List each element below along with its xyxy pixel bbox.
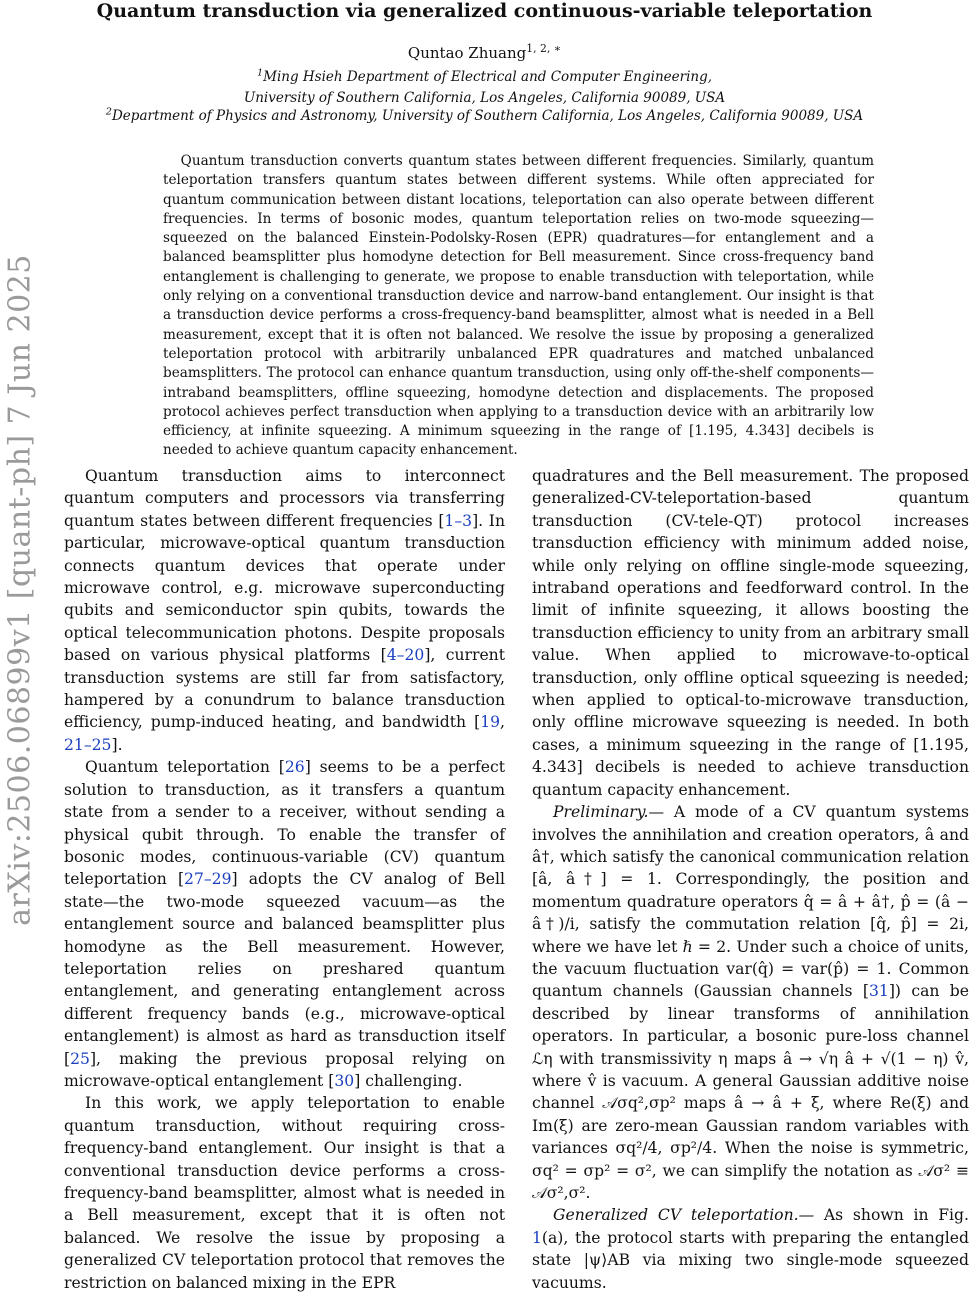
section-heading-preliminary: Preliminary.— <box>553 803 665 822</box>
citation-link[interactable]: 21–25 <box>64 735 112 754</box>
citation-link[interactable]: 30 <box>334 1071 355 1090</box>
affiliation-2-line1: Department of Physics and Astronomy, University of Southern California, Los Angeles, California 90089, USA <box>111 108 864 124</box>
affiliation-1 <box>0 69 969 85</box>
citation-link[interactable]: 31 <box>868 982 889 1001</box>
citation-link[interactable]: 26 <box>284 758 305 777</box>
section-heading-generalized: Generalized CV teleportation.— <box>553 1206 815 1225</box>
citation-link[interactable]: 25 <box>70 1049 90 1068</box>
intro-paragraph-1: Quantum transduction aims to interconnect quantum computers and processors via transferring quantum states between different frequencies [1–3]. In particular, microwave-optical quantum transduction connects quantum devices that operate under microwave control, e.g. microwave superconducting qubits and semiconductor spin qubits, towards the optical telecommunication photons. Despite proposals based on various physical platforms [4–20], current transduction systems are still far from satisfactory, hampered by a conundrum to balance transduction efficiency, pump-induced heating, and bandwidth [19, 21–25]. <box>64 467 506 754</box>
affiliation-1-mark: 1 <box>256 67 264 79</box>
right-column <box>532 465 969 1294</box>
citation-link[interactable]: 19 <box>480 713 501 732</box>
intro-paragraph-3: In this work, we apply teleportation to enable quantum transduction, without requiring cross-frequency-band entanglement. Our insight is that a conventional transduction device performs a cross-frequency-band beamsplitter, almost what is needed in a Bell measurement, except that it is often not balanced. We resolve the issue by proposing a generalized CV teleportation protocol that removes the restriction on balanced mixing in the EPR <box>64 1094 505 1292</box>
author-name: Quntao Zhuang <box>407 44 527 62</box>
preliminary-paragraph: Preliminary.— A mode of a CV quantum systems involves the annihilation and creation operators, â and â†, which satisfy the canonical communication relation [â, â†] = 1. Correspondingly, the position and momentum quadrature operators q̂ = â + â†, p̂ = (â − â†)/i, satisfy the commutation relation [q̂, p̂] = 2i, where we have let ℏ = 2. Under such a choice of units, the vacuum fluctuation var(q̂) = var(p̂) = 1. Common quantum channels (Gaussian channels [31]) can be described by linear transforms of annihilation operators. In particular, a bosonic pure-loss channel ℒη with transmissivity η maps â → √η â + √(1 − η) v̂, where v̂ is vacuum. A general Gaussian additive noise channel 𝒜σq²,σp² maps â → â + ξ, where Re(ξ) and Im(ξ) are zero-mean Gaussian random variables with variances σq²/4, σp²/4. When the noise is symmetric, σq² = σp² = σ², we can simplify the notation as 𝒜σ² ≡ 𝒜σ²,σ². <box>532 803 969 1202</box>
intro-paragraph-3-cont: quadratures and the Bell measurement. The proposed generalized-CV-teleportation-based quantum transduction (CV-tele-QT) protocol increases transduction efficiency with minimum added noise, while only relying on offline single-mode squeezing, intraband operations and feedforward control. In the limit of infinite squeezing, it allows boosting the transduction efficiency to unity from an arbitrary small value. When applied to microwave-to-optical transduction, only offline optical squeezing is needed; when applied to optical-to-microwave transduction, only offline microwave squeezing is needed. In both cases, a minimum squeezing in the range of [1.195, 4.343] decibels is needed to achieve transduction quantum capacity enhancement. <box>532 467 969 799</box>
citation-link[interactable]: 1–3 <box>444 511 473 530</box>
paper-title: Quantum transduction via generalized continuous-variable teleportation <box>96 0 873 22</box>
author-marks: 1, 2, ∗ <box>526 42 562 55</box>
citation-link[interactable]: 27–29 <box>184 870 232 889</box>
citation-link[interactable]: 4–20 <box>386 646 425 665</box>
abstract: Quantum transduction converts quantum states between different frequencies. Similarly, quantum teleportation transfers quantum states between different systems. While often appreciated for quantum communication between distant locations, teleportation can also operate between different frequencies. In terms of bosonic modes, quantum teleportation relies on two-mode squeezing—squeezed on the balanced Einstein-Podolsky-Rosen (EPR) quadratures—for entanglement and a balanced beamsplitter plus homodyne detection for Bell measurement. Since cross-frequency band entanglement is challenging to generate, we propose to enable transduction with teleportation, while only relying on a conventional transduction device and narrow-band entanglement. Our insight is that a transduction device performs a cross-frequency-band beamsplitter, almost what is needed in a Bell measurement, except that it is often not balanced. We resolve the issue by proposing a generalized teleportation protocol with arbitrarily unbalanced EPR quadratures and matched unbalanced beamsplitters. The protocol can enhance quantum transduction, using only off-the-shelf components—intraband beamsplitters, offline squeezing, homodyne detection and displacements. The proposed protocol achieves perfect transduction when applying to a transduction device with an arbitrarily low efficiency, at infinite squeezing. A minimum squeezing in the range of [1.195, 4.343] decibels is needed to achieve quantum capacity enhancement. <box>163 153 874 459</box>
affiliation-1-cont <box>0 90 969 106</box>
intro-paragraph-2: Quantum teleportation [26] seems to be a perfect solution to transduction, as it transfers a quantum state from a sender to a receiver, without sending a physical qubit through. To enable the transfer of bosonic modes, continuous-variable (CV) quantum teleportation [27–29] adopts the CV analog of Bell state—the two-mode squeezed vacuum—as the entanglement source and balanced beamsplitter plus homodyne as the Bell measurement. However, teleportation relies on preshared quantum entanglement, and generating entanglement across different frequency bands (e.g., microwave-optical entanglement) is almost as hard as transduction itself [25], making the previous proposal relying on microwave-optical entanglement [30] challenging. <box>64 758 505 1090</box>
arxiv-sidebar <box>0 254 40 926</box>
author-line <box>0 44 969 62</box>
affiliation-2 <box>0 108 969 124</box>
figure-link[interactable]: 1 <box>532 1228 542 1247</box>
affiliation-1-line1: Ming Hsieh Department of Electrical and Computer Engineering, <box>263 69 713 85</box>
left-column <box>64 465 505 1294</box>
affiliation-1-line2: University of Southern California, Los Angeles, California 90089, USA <box>243 90 726 106</box>
arxiv-identifier: arXiv:2506.06899v1 [quant-ph] 7 Jun 2025 <box>2 254 38 926</box>
generalized-teleportation-paragraph: Generalized CV teleportation.— As shown in Fig. 1(a), the protocol starts with preparing the entangled state |ψ⟩AB via mixing two single-mode squeezed vacuums. <box>532 1206 969 1292</box>
affiliation-2-mark: 2 <box>105 106 112 118</box>
